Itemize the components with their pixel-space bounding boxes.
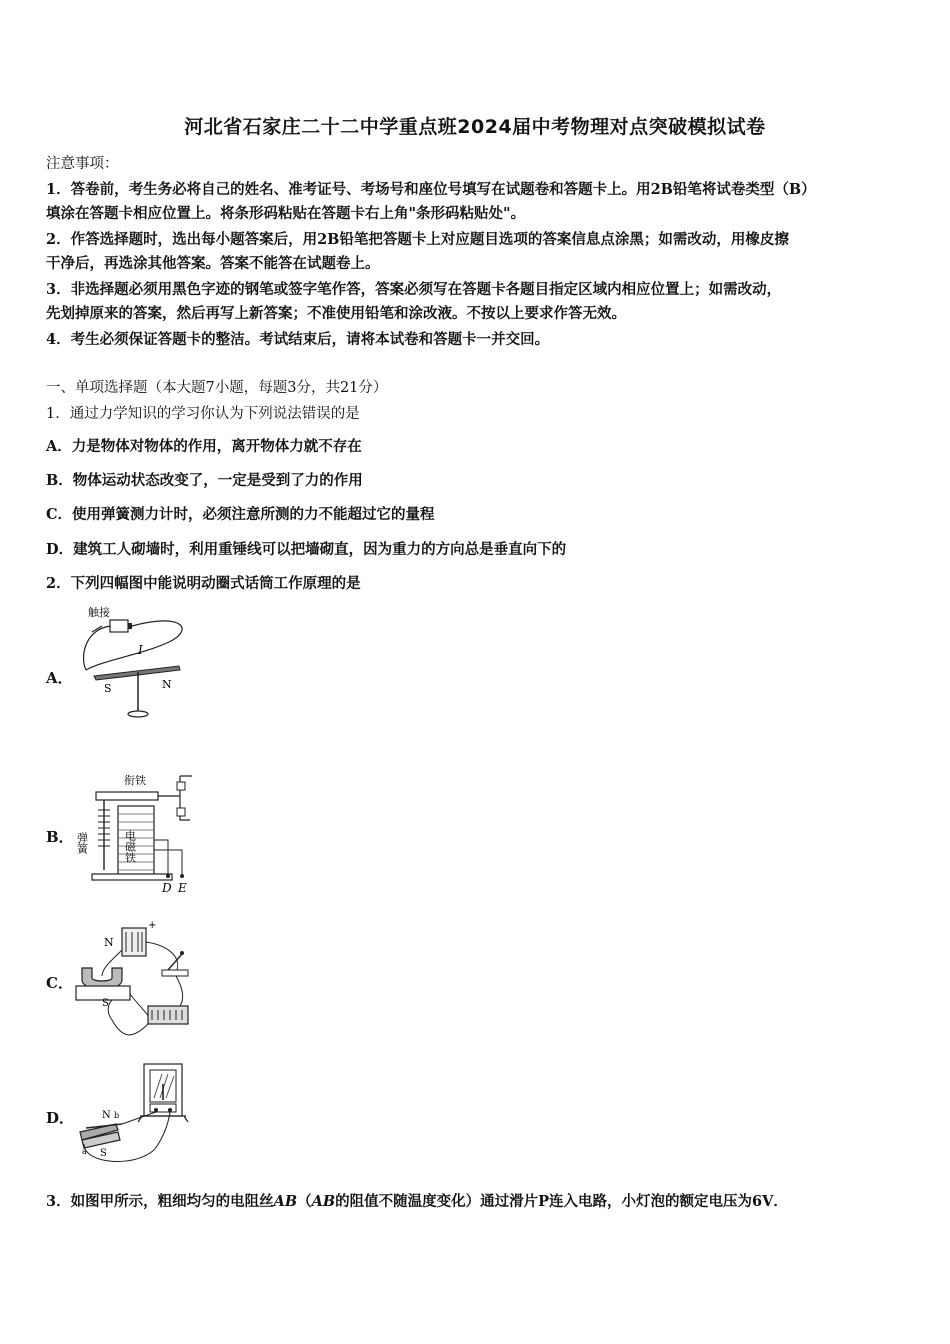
battery-icon	[110, 620, 128, 632]
figure-d-a-label: a	[82, 1147, 87, 1156]
figure-a-s-label: S	[104, 682, 112, 695]
notes-heading: 注意事项：	[46, 156, 119, 172]
figure-c-s-label: S	[102, 998, 109, 1009]
question-2-option-a-label: A．	[46, 669, 73, 687]
question-1-stem: 1．通过力学知识的学习你认为下列说法错误的是	[46, 406, 360, 422]
question-3-paren: （	[297, 1193, 312, 1210]
question-1-option-a: A．力是物体对物体的作用，离开物体力就不存在	[46, 438, 362, 455]
figure-b-d-label: D	[162, 881, 172, 895]
figure-b-electromagnet-label: 电磁铁	[123, 830, 137, 863]
question-1-option-b: B．物体运动状态改变了，一定是受到了力的作用	[46, 472, 363, 489]
armature-icon	[96, 792, 158, 800]
figure-b-electromagnetic-relay	[75, 770, 200, 898]
figure-d-n-label: N	[102, 1110, 111, 1121]
question-2-option-b-label: B．	[46, 828, 74, 846]
switch-icon	[162, 970, 188, 976]
question-2-stem: 2．下列四幅图中能说明动圈式话筒工作原理的是	[46, 575, 361, 592]
question-1-option-d: D．建筑工人砌墙时，利用重锤线可以把墙砌直，因为重力的方向总是垂直向下的	[46, 541, 567, 558]
figure-a-touch-label: 触接	[88, 606, 110, 619]
figure-b-e-label: E	[178, 881, 187, 895]
notes-line: 2．作答选择题时，选出每小题答案后，用2B铅笔把答题卡上对应题目选项的答案信息点涂黑；如需改动，用橡皮擦	[46, 231, 789, 248]
question-3-ab-label: AB	[311, 1193, 336, 1210]
figure-a-oersted-experiment	[74, 600, 204, 725]
question-3-stem-prefix: 3．如图甲所示，粗细均匀的电阻丝	[46, 1193, 274, 1210]
figure-c-motor-circuit	[72, 920, 197, 1045]
figure-a-n-label: N	[162, 678, 172, 691]
section-heading: 一、单项选择题（本大题7小题，每题3分，共21分）	[46, 380, 388, 396]
figure-d-b-label: b	[114, 1111, 120, 1120]
question-2-option-d-label: D．	[46, 1109, 75, 1127]
notes-line: 先划掉原来的答案，然后再写上新答案；不准使用铅笔和涂改液。不按以上要求作答无效。	[46, 305, 626, 322]
notes-line: 填涂在答题卡相应位置上。将条形码粘贴在答题卡右上角"条形码粘贴处"。	[46, 205, 526, 222]
question-2-option-c-label: C．	[46, 974, 73, 992]
question-3-ab-label: AB	[273, 1193, 298, 1210]
notes-line: 1．答卷前，考生务必将自己的姓名、准考证号、考场号和座位号填写在试题卷和答题卡上。用2B铅笔将试卷类型（B）	[46, 181, 816, 198]
question-3-stem-suffix: 的阻值不随温度变化）通过滑片P连入电路，小灯泡的额定电压为6V．	[335, 1193, 788, 1210]
notes-line: 3．非选择题必须用黑色字迹的钢笔或签字笔作答，答案必须写在答题卡各题目指定区域内相应位置上；如需改动，	[46, 281, 782, 298]
figure-a-current-label: I	[138, 643, 143, 657]
question-3-stem	[46, 1190, 788, 1211]
figure-d-generator-circuit	[74, 1060, 199, 1172]
figure-b-spring-label: 弹簧	[75, 832, 89, 854]
notes-line: 4．考生必须保证答题卡的整洁。考试结束后，请将本试卷和答题卡一并交回。	[46, 331, 550, 348]
figure-c-plus-label: +	[148, 920, 157, 931]
notes-line: 干净后，再选涂其他答案。答案不能答在试题卷上。	[46, 255, 380, 272]
relay-base-icon	[92, 874, 172, 880]
figure-b-armature-label: 衔铁	[124, 774, 146, 787]
question-1-option-c: C．使用弹簧测力计时，必须注意所测的力不能超过它的量程	[46, 506, 435, 523]
figure-d-s-label: S	[100, 1148, 107, 1159]
page-title: 河北省石家庄二十二中学重点班2024届中考物理对点突破模拟试卷	[184, 116, 766, 138]
figure-c-n-label: N	[104, 936, 114, 949]
